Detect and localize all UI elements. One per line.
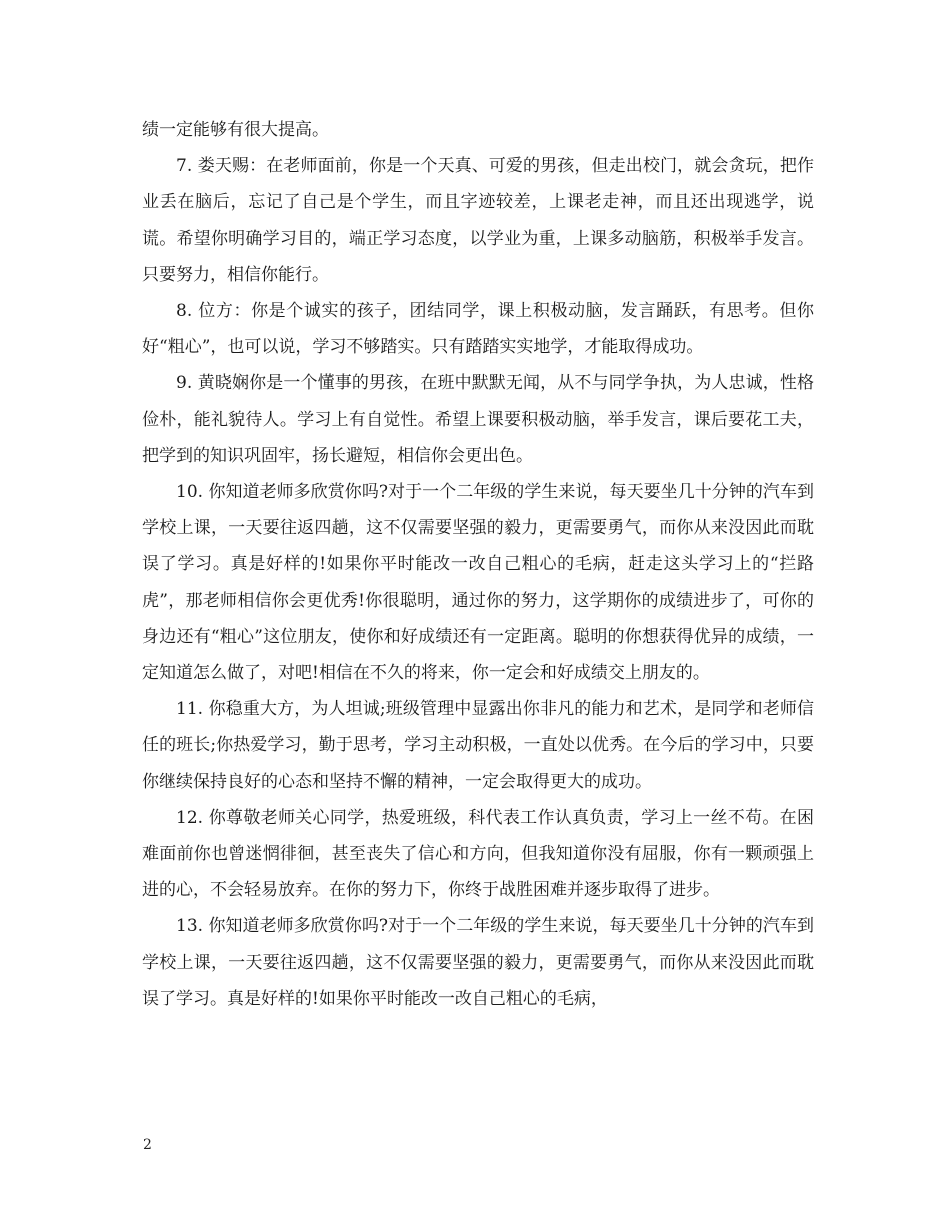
page-number: 2 xyxy=(143,1137,152,1153)
paragraph-continuation: 绩一定能够有很大提高。 xyxy=(142,120,329,140)
paragraph-comment-8: 8. 位方：你是个诚实的孩子，团结同学，课上积极动脑，发言踊跃，有思考。但你好“粗心”，也可以说，学习不够踏实。只有踏踏实实地学，才能取得成功。 xyxy=(142,301,814,358)
paragraph-comment-9: 9. 黄晓娴你是一个懂事的男孩，在班中默默无闻，从不与同学争执，为人忠诚，性格俭朴，能礼貌待人。学习上有自觉性。希望上课要积极动脑，举手发言，课后要花工夫，把学到的知识巩固牢，扬长避短，相信你会更出色。 xyxy=(142,373,814,466)
paragraph-comment-13: 13. 你知道老师多欣赏你吗?对于一个二年级的学生来说，每天要坐几十分钟的汽车到学校上课，一天要往返四趟，这不仅需要坚强的毅力，更需要勇气，而你从来没因此而耽误了学习。真是好样的!如果你平时能改一改自己粗心的毛病， xyxy=(142,916,814,1009)
paragraph-comment-12: 12. 你尊敬老师关心同学，热爱班级，科代表工作认真负责，学习上一丝不苟。在困难面前你也曾迷惘徘徊，甚至丧失了信心和方向，但我知道你没有屈服，你有一颗顽强上进的心，不会轻易放弃。在你的努力下，你终于战胜困难并逐步取得了进步。 xyxy=(142,807,814,901)
paragraph-comment-11: 11. 你稳重大方，为人坦诚;班级管理中显露出你非凡的能力和艺术，是同学和老师信任的班长;你热爱学习，勤于思考，学习主动积极，一直处以优秀。在今后的学习中，只要你继续保持良好的心态和坚持不懈的精神，一定会取得更大的成功。 xyxy=(142,699,814,792)
body-text xyxy=(142,112,814,1017)
paragraph-comment-10: 10. 你知道老师多欣赏你吗?对于一个二年级的学生来说，每天要坐几十分钟的汽车到学校上课，一天要往返四趟，这不仅需要坚强的毅力，更需要勇气，而你从来没因此而耽误了学习。真是好样的!如果你平时能改一改自己粗心的毛病，赶走这头学习上的“拦路虎”，那老师相信你会更优秀!你很聪明，通过你的努力，这学期你的成绩进步了，可你的身边还有“粗心”这位朋友，使你和好成绩还有一定距离。聪明的你想获得优异的成绩，一定知道怎么做了，对吧!相信在不久的将来，你一定会和好成绩交上朋友的。 xyxy=(142,482,814,684)
paragraph-comment-7: 7. 娄天赐：在老师面前，你是一个天真、可爱的男孩，但走出校门，就会贪玩，把作业丢在脑后，忘记了自己是个学生，而且字迹较差，上课老走神，而且还出现逃学，说谎。希望你明确学习目的，端正学习态度，以学业为重，上课多动脑筋，积极举手发言。只要努力，相信你能行。 xyxy=(142,156,814,285)
